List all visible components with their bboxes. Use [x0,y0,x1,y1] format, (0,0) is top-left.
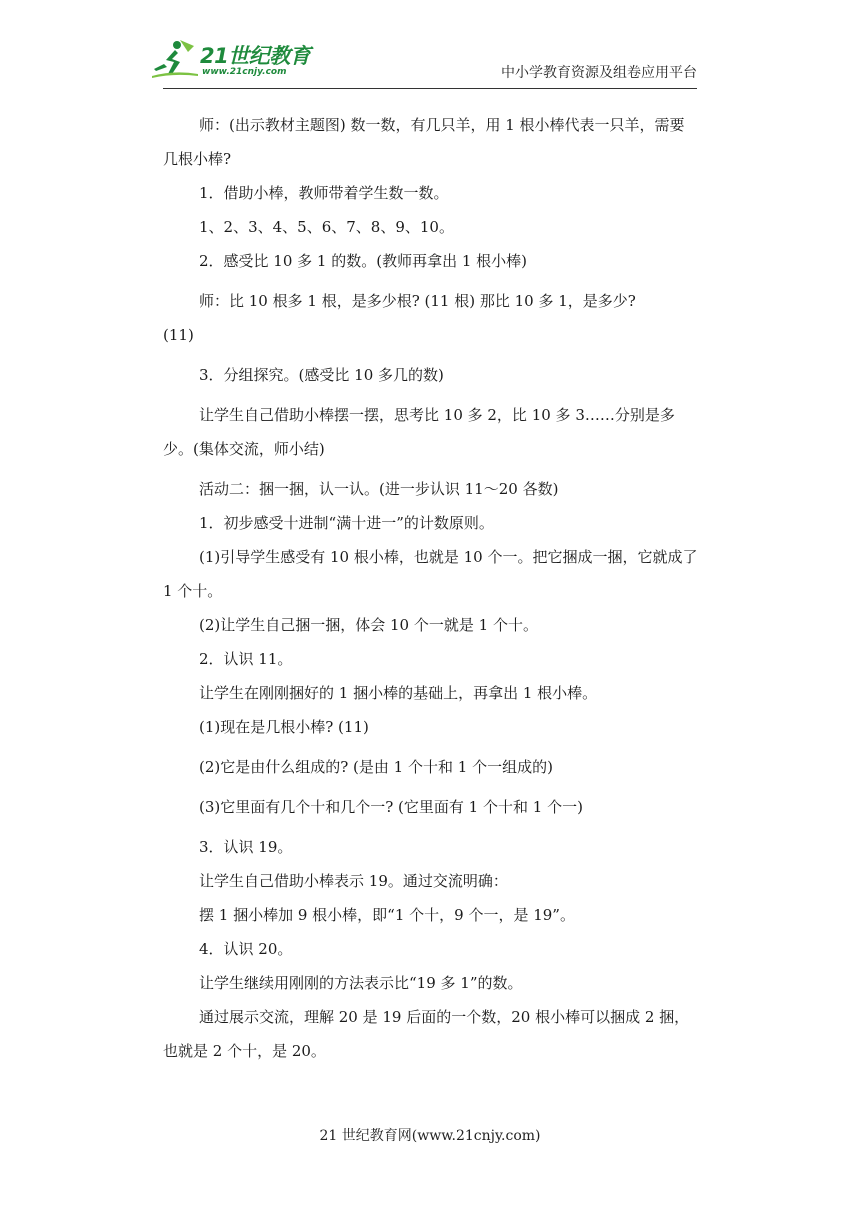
paragraph: 2．感受比 10 多 1 的数。(教师再拿出 1 根小棒) [199,252,528,270]
paragraph: 通过展示交流，理解 20 是 19 后面的一个数，20 根小棒可以捆成 2 捆，也就是 2 个十，是 20。 [163,1008,690,1060]
site-title: 中小学教育资源及组卷应用平台 [501,65,697,81]
paragraph: 让学生在刚刚捆好的 1 捆小棒的基础上，再拿出 1 根小棒。 [199,684,598,702]
paragraph: (2)它是由什么组成的? (是由 1 个十和 1 个一组成的) [199,758,553,776]
runner-logo-icon [150,36,202,82]
paragraph: 让学生自己借助小棒摆一摆，思考比 10 多 2，比 10 多 3……分别是多少。(集体交流，师小结) [163,406,675,458]
paragraph: 师：(出示教材主题图) 数一数，有几只羊，用 1 根小棒代表一只羊，需要几根小棒? [163,116,685,168]
paragraph: 让学生自己借助小棒表示 19。通过交流明确： [199,872,508,890]
page-header [0,0,860,90]
logo-url: www.21cnjy.com [202,67,287,77]
document-body [163,108,698,1068]
logo-text: 21世纪教育 [200,44,311,68]
paragraph: 1．初步感受十进制“满十进一”的计数原则。 [199,514,494,532]
paragraph: 让学生继续用刚刚的方法表示比“19 多 1”的数。 [199,974,523,992]
paragraph: 1、2、3、4、5、6、7、8、9、10。 [199,218,454,236]
paragraph: (1)引导学生感受有 10 根小棒，也就是 10 个一。把它捆成一捆，它就成了 1 个十。 [163,548,698,600]
paragraph: 活动二：捆一捆，认一认。(进一步认识 11～20 各数) [199,480,559,498]
site-logo[interactable] [150,36,320,86]
page-footer: 21 世纪教育网(www.21cnjy.com) [319,1128,541,1144]
paragraph: 3．分组探究。(感受比 10 多几的数) [199,366,444,384]
paragraph: (2)让学生自己捆一捆，体会 10 个一就是 1 个十。 [199,616,538,634]
paragraph: 3．认识 19。 [199,838,293,856]
paragraph: 1．借助小棒，教师带着学生数一数。 [199,184,449,202]
paragraph: (3)它里面有几个十和几个一? (它里面有 1 个十和 1 个一) [199,798,583,816]
paragraph: (1)现在是几根小棒? (11) [199,718,369,736]
paragraph: 2．认识 11。 [199,650,293,668]
header-divider [163,88,697,89]
paragraph: 摆 1 捆小棒加 9 根小棒，即“1 个十，9 个一，是 19”。 [199,906,575,924]
paragraph: (11) [163,326,194,344]
paragraph: 师：比 10 根多 1 根，是多少根? (11 根) 那比 10 多 1，是多少? [199,292,636,310]
paragraph: 4．认识 20。 [199,940,293,958]
